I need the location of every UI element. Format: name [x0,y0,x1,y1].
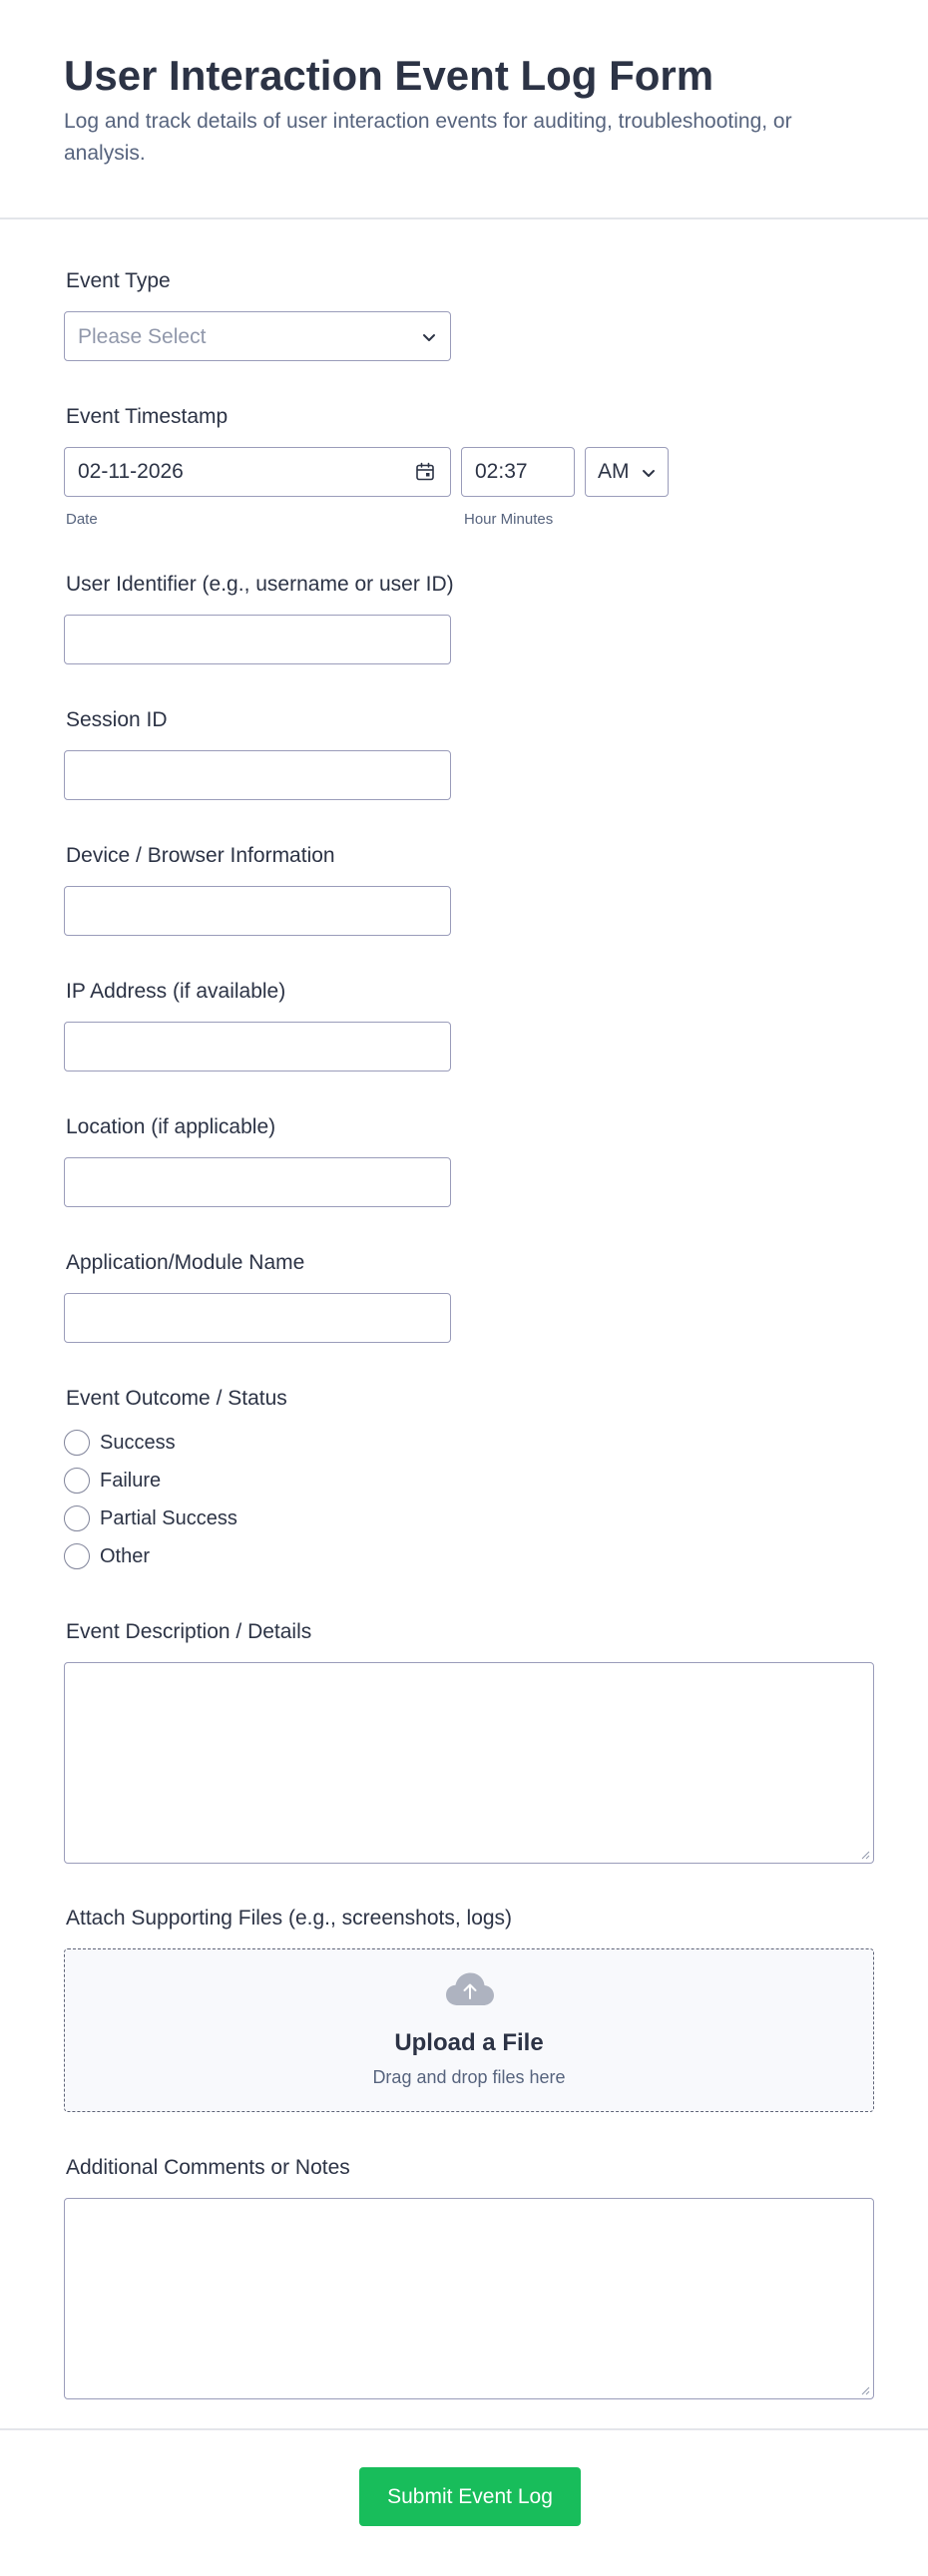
page-title: User Interaction Event Log Form [64,52,714,99]
radio-button[interactable] [64,1505,90,1531]
event-type-placeholder: Please Select [78,325,207,348]
radio-button[interactable] [64,1468,90,1494]
additional-comments-label: Additional Comments or Notes [66,2156,350,2179]
session-id-label: Session ID [66,708,168,731]
radio-label: Other [100,1544,151,1567]
radio-label: Partial Success [100,1506,237,1529]
radio-label: Success [100,1431,176,1454]
radio-button[interactable] [64,1430,90,1456]
event-type-label: Event Type [66,269,171,292]
date-value: 02-11-2026 [78,460,184,483]
app-module-input[interactable] [64,1293,451,1343]
date-sublabel: Date [66,511,98,528]
device-info-label: Device / Browser Information [66,844,335,867]
attachments-label: Attach Supporting Files (e.g., screenshots, logs) [66,1907,513,1930]
radio-option-success[interactable] [64,1429,176,1457]
resize-handle-icon[interactable] [860,2385,870,2395]
ip-address-input[interactable] [64,1022,451,1072]
resize-handle-icon[interactable] [860,1850,870,1860]
cloud-upload-icon [445,1971,495,2007]
file-upload-dropzone[interactable] [64,1948,874,2112]
upload-title: Upload a File [394,2029,544,2056]
session-id-input[interactable] [64,750,451,800]
radio-label: Failure [100,1469,162,1492]
chevron-down-icon [640,464,658,482]
user-identifier-label: User Identifier (e.g., username or user ID) [66,573,454,596]
ampm-value: AM [598,460,630,483]
event-type-select[interactable] [64,311,451,361]
upload-hint: Drag and drop files here [372,2067,566,2087]
footer-divider [0,2428,928,2430]
calendar-icon[interactable] [414,461,436,483]
location-label: Location (if applicable) [66,1115,276,1138]
app-module-label: Application/Module Name [66,1251,305,1274]
chevron-down-icon [420,328,438,346]
date-input[interactable] [64,447,451,497]
radio-option-partial-success[interactable] [64,1504,237,1532]
submit-button[interactable]: Submit Event Log [359,2467,581,2526]
ampm-select[interactable] [585,447,669,497]
form-header [0,0,928,219]
event-description-textarea[interactable] [64,1662,874,1864]
time-sublabel: Hour Minutes [464,511,554,528]
time-input[interactable] [461,447,575,497]
event-timestamp-label: Event Timestamp [66,405,229,428]
event-outcome-label: Event Outcome / Status [66,1387,287,1410]
ip-address-label: IP Address (if available) [66,980,286,1003]
device-info-input[interactable] [64,886,451,936]
page-subtitle: Log and track details of user interaction events for auditing, troubleshooting, or analysis. [64,110,792,165]
radio-option-failure[interactable] [64,1467,161,1495]
location-input[interactable] [64,1157,451,1207]
radio-button[interactable] [64,1543,90,1569]
time-value: 02:37 [475,460,528,483]
event-description-label: Event Description / Details [66,1620,312,1643]
additional-comments-textarea[interactable] [64,2198,874,2399]
user-identifier-input[interactable] [64,615,451,664]
radio-option-other[interactable] [64,1542,150,1570]
